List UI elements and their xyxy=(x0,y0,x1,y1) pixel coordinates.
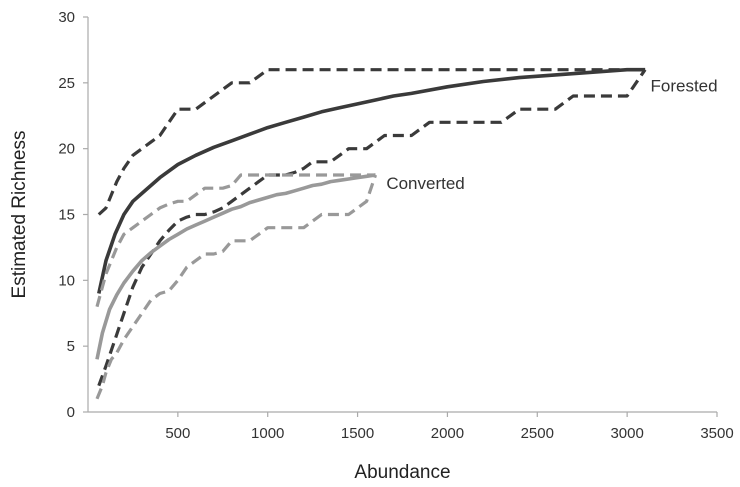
series-line-2-dashed xyxy=(99,70,645,386)
series-annotation-1: Converted xyxy=(386,173,465,193)
axes xyxy=(88,17,717,412)
y-tick-label: 25 xyxy=(58,74,75,92)
series-line-3-solid xyxy=(97,175,376,359)
x-tick-label: 3000 xyxy=(610,425,644,442)
x-tick-label: 2500 xyxy=(520,425,554,442)
y-tick-label: 20 xyxy=(58,140,75,158)
x-tick-label: 2000 xyxy=(430,425,465,442)
y-tick-label: 15 xyxy=(58,206,75,224)
x-tick-label: 1000 xyxy=(251,425,285,442)
x-tick-label: 1500 xyxy=(340,425,375,442)
series-layer xyxy=(97,70,645,399)
y-tick-label: 5 xyxy=(66,338,75,356)
series-annotation-0: Forested xyxy=(650,76,718,96)
y-tick-label: 0 xyxy=(66,404,75,421)
y-tick-label: 10 xyxy=(58,272,75,290)
y-axis-title: Estimated Richness xyxy=(9,130,31,299)
y-tick-label: 30 xyxy=(58,9,75,26)
x-tick-label: 500 xyxy=(165,425,191,442)
annotation-layer xyxy=(386,76,717,192)
x-axis-title: Abundance xyxy=(354,462,451,483)
x-tick-label: 3500 xyxy=(700,425,734,442)
x-ticks xyxy=(165,412,733,442)
y-ticks xyxy=(58,9,88,421)
series-line-1-dashed xyxy=(99,70,645,215)
